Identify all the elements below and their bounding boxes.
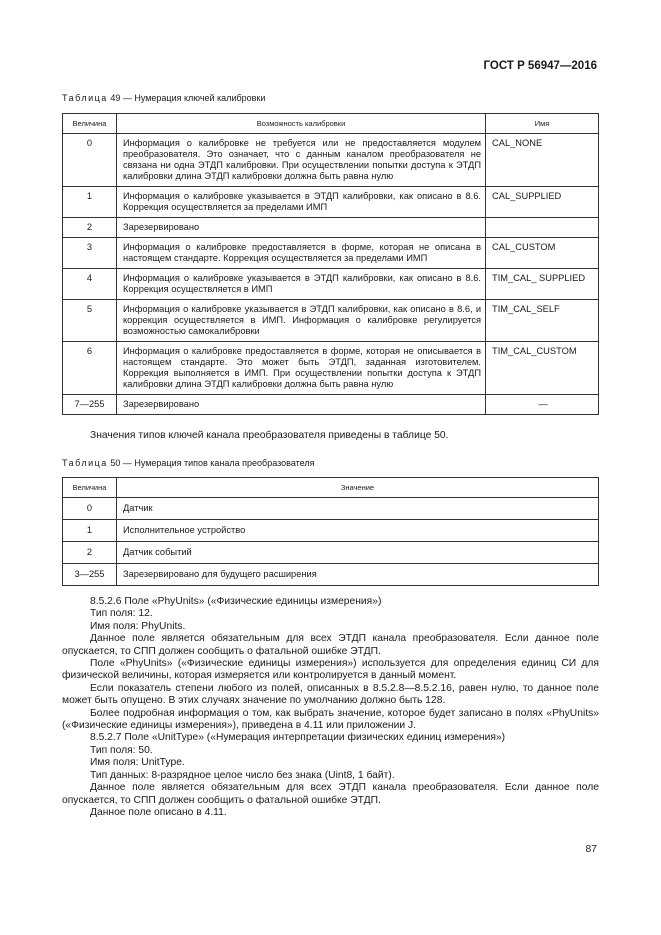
cell-description: Зарезервировано — [116, 395, 485, 415]
section-heading-unittype: 8.5.2.7 Поле «UnitType» («Нумерация интерпретации физических единиц измерения») — [90, 732, 506, 744]
cell-value: 7—255 — [63, 395, 117, 415]
cell-name: CAL_SUPPLIED — [486, 187, 599, 218]
table49-caption — [62, 93, 265, 103]
paragraph: Данное поле является обязательным для всех ЭТДП канала преобразователя. Если данное поле опускается, то СПП должен сообщить о фатальной ошибке ЭТДП. — [62, 782, 599, 806]
cell-value: 0 — [63, 498, 117, 520]
body-text — [62, 596, 599, 819]
paragraph: Имя поля: UnitType. — [90, 757, 185, 769]
cell-description: Информация о калибровке указывается в ЭТДП калибровки, как описано в 8.6. Коррекция осуществляется в ИМП — [116, 269, 485, 300]
cell-name: CAL_NONE — [486, 134, 599, 187]
calibration-keys-table — [62, 113, 599, 415]
table-row — [63, 342, 599, 395]
table50-caption-label: Таблица — [62, 458, 108, 468]
document-standard-header: ГОСТ Р 56947—2016 — [483, 60, 597, 72]
table-row — [63, 542, 599, 564]
cell-value: 5 — [63, 300, 117, 342]
cell-name: — — [486, 395, 599, 415]
cell-value: 0 — [63, 134, 117, 187]
cell-name: TIM_CAL_CUSTOM — [486, 342, 599, 395]
table-header-row — [63, 114, 599, 134]
table-row — [63, 269, 599, 300]
cell-description: Информация о калибровке не требуется или не предоставляется модулем преобразователя. Это означает, что с данным каналом преобразователя не связана ни одна ЭТДП калибровки. При осуществлении попытки доступа к ЭТДП калибровки длина ЭТДП калибровки должна быть равна нулю — [116, 134, 485, 187]
cell-description: Информация о калибровке указывается в ЭТДП калибровки, как описано в 8.6, и коррекция осуществляется в ИМП. Информация о калибровке регулируется возможностью самокалибровки — [116, 300, 485, 342]
cell-description: Информация о калибровке предоставляется в форме, которая не описывается в настоящем стандарте. Это может быть ЭТДП, заданная изготовителем. Коррекция выполняется в ИМП. При осуществлении попытки доступа к ЭТДП калибровки длина ЭТДП калибровки должна быть равна нулю — [116, 342, 485, 395]
cell-description: Зарезервировано — [116, 218, 485, 238]
cell-value: 1 — [63, 187, 117, 218]
cell-description: Информация о калибровке предоставляется в форме, которая не описана в настоящем стандарте. Коррекция осуществляется за пределами ИМП — [116, 238, 485, 269]
page-number: 87 — [585, 844, 597, 855]
cell-meaning: Исполнительное устройство — [116, 520, 598, 542]
cell-value: 3—255 — [63, 564, 117, 586]
table-row — [63, 498, 599, 520]
table-row — [63, 218, 599, 238]
paragraph: Данное поле описано в 4.11. — [90, 806, 227, 818]
table50-caption-text: 50 — Нумерация типов канала преобразователя — [110, 458, 315, 468]
column-header-value: Величина — [63, 114, 117, 134]
table50-caption — [62, 458, 315, 468]
cell-name: TIM_CAL_ SUPPLIED — [486, 269, 599, 300]
paragraph: Данное поле является обязательным для всех ЭТДП канала преобразователя. Если данное поле опускается, то СПП должен сообщить о фатальной ошибке ЭТДП. — [62, 633, 599, 657]
cell-meaning: Датчик событий — [116, 542, 598, 564]
table-row — [63, 238, 599, 269]
column-header-capability: Возможность калибровки — [116, 114, 485, 134]
paragraph: Если показатель степени любого из полей, описанных в 8.5.2.8—8.5.2.16, равен нулю, то данное поле может быть опущено. В этих случаях значение по умолчанию должно быть 128. — [62, 682, 599, 707]
cell-value: 2 — [63, 218, 117, 238]
table49-caption-text: 49 — Нумерация ключей калибровки — [110, 93, 266, 103]
table50-reference-text: Значения типов ключей канала преобразователя приведены в таблице 50. — [90, 430, 449, 441]
cell-value: 6 — [63, 342, 117, 395]
paragraph: Тип поля: 50. — [90, 744, 153, 756]
table-header-row — [63, 478, 599, 498]
cell-meaning: Датчик — [116, 498, 598, 520]
table-row — [63, 564, 599, 586]
channel-types-table — [62, 477, 599, 586]
table-row — [63, 187, 599, 218]
cell-value: 2 — [63, 542, 117, 564]
cell-name: TIM_CAL_SELF — [486, 300, 599, 342]
column-header-value: Величина — [63, 478, 117, 498]
cell-value: 3 — [63, 238, 117, 269]
paragraph: Более подробная информация о том, как выбрать значение, которое будет записано в полях «PhyUnits» («Физические единицы измерения»), приведена в 4.11 или приложении J. — [62, 707, 599, 732]
section-heading-phyunits: 8.5.2.6 Поле «PhyUnits» («Физические единицы измерения») — [90, 596, 382, 607]
table-row — [63, 134, 599, 187]
paragraph: Тип поля: 12. — [90, 608, 153, 620]
paragraph: Поле «PhyUnits» («Физические единицы измерения») используется для определения единиц СИ для физической величины, которая измеряется или контролируется в данный момент. — [62, 658, 599, 682]
table49-caption-label: Таблица — [62, 93, 108, 103]
table-row — [63, 520, 599, 542]
table-row — [63, 395, 599, 415]
paragraph: Имя поля: PhyUnits. — [90, 620, 186, 632]
cell-meaning: Зарезервировано для будущего расширения — [116, 564, 598, 586]
column-header-name: Имя — [486, 114, 599, 134]
table-row — [63, 300, 599, 342]
cell-name — [486, 218, 599, 238]
cell-description: Информация о калибровке указывается в ЭТДП калибровки, как описано в 8.6. Коррекция осуществляется за пределами ИМП — [116, 187, 485, 218]
column-header-meaning: Значение — [116, 478, 598, 498]
cell-name: CAL_CUSTOM — [486, 238, 599, 269]
cell-value: 4 — [63, 269, 117, 300]
cell-value: 1 — [63, 520, 117, 542]
paragraph: Тип данных: 8-разрядное целое число без знака (Uint8, 1 байт). — [90, 769, 395, 781]
